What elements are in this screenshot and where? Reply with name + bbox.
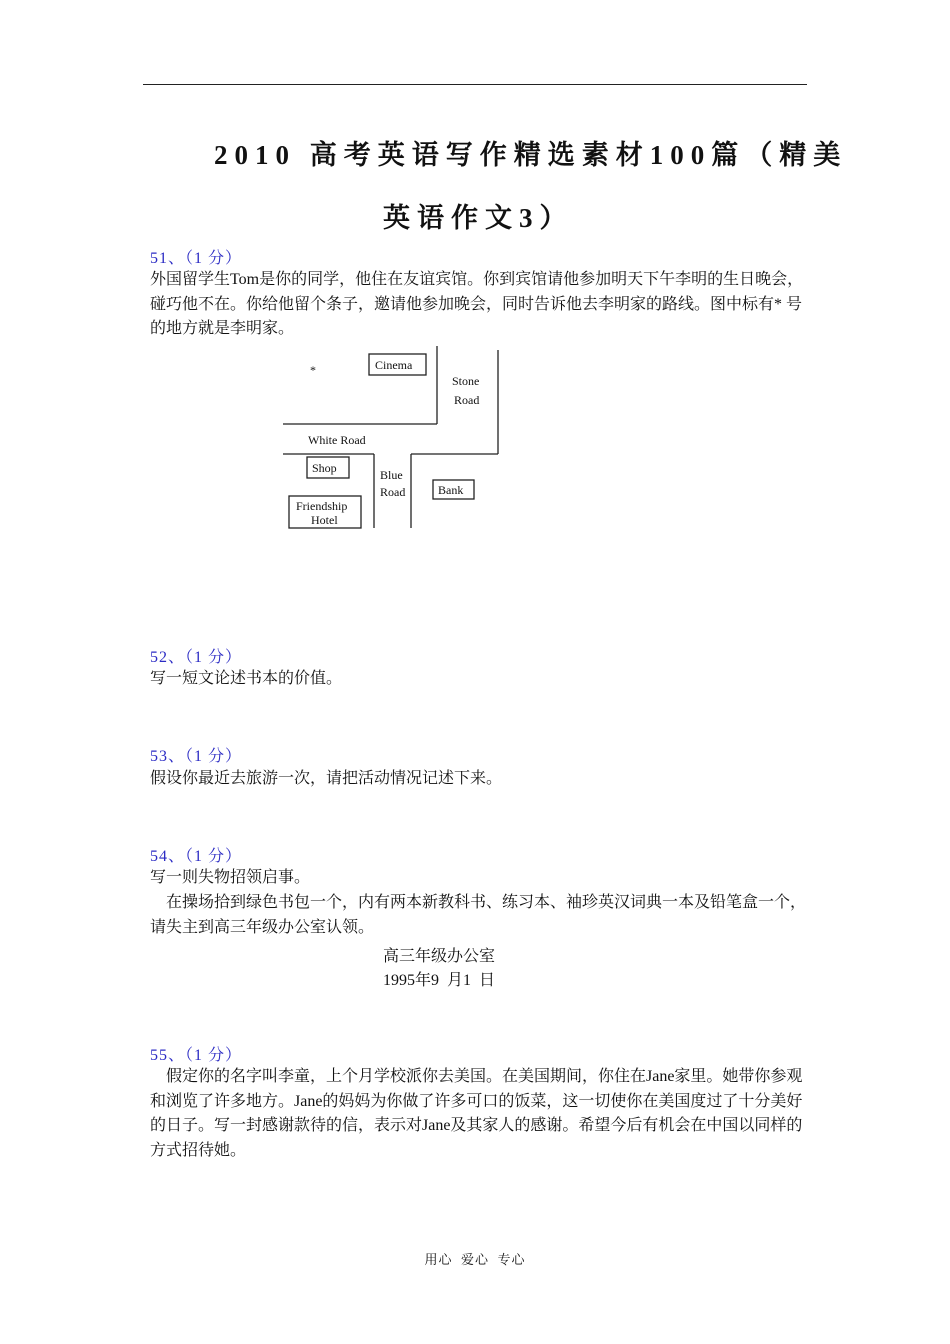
page-footer: 用心 爱心 专心 [424,1252,526,1267]
question-55-text: 假定你的名字叫李童，上个月学校派你去美国。在美国期间，你住在Jane家里。她带你参观和浏览了许多地方。Jane的妈妈为你做了许多可口的饭菜，这一切使你在美国度过了十分美好的日子。写一封感谢款待的信，表示对Jane及其家人的感谢。希望今后有机会在中国以同样的方式招待她。 [150,1068,803,1159]
question-54-date: 1995年9 月1 日 [383,972,496,989]
cinema-label: Cinema [375,358,413,372]
blue-road-label-2: Road [380,485,406,499]
hotel-label-2: Hotel [311,513,338,527]
question-54-signature: 高三年级办公室 [383,948,496,965]
stone-road-label-1: Stone [452,374,480,388]
question-52-text: 写一短文论述书本的价值。 [150,670,343,687]
home-star-marker: * [310,363,316,377]
hotel-label-1: Friendship [296,499,348,513]
header-rule [143,84,807,85]
page-title-line-1: 2010 高考英语写作精选素材100篇（精美 [214,140,848,170]
stone-road-label-2: Road [454,393,480,407]
question-54-number: 54、（1 分） [150,848,243,865]
route-map [280,346,520,536]
shop-label: Shop [312,461,337,475]
question-53-number: 53、（1 分） [150,748,243,765]
question-51-text: 外国留学生Tom是你的同学，他住在友谊宾馆。你到宾馆请他参加明天下午李明的生日晚会，碰巧他不在。你给他留个条子，邀请他参加晚会，同时告诉他去李明家的路线。图中标有* 号的地方就是李明家。 [150,271,804,337]
question-54-detail: 在操场拾到绿色书包一个，内有两本新教科书、练习本、袖珍英汉词典一本及铅笔盒一个，请失主到高三年级办公室认领。 [150,894,807,936]
white-road-label: White Road [308,433,366,447]
page-title-line-2: 英语作文3） [383,203,574,233]
blue-road-label-1: Blue [380,468,403,482]
question-55-number: 55、（1 分） [150,1047,243,1064]
question-52-number: 52、（1 分） [150,649,243,666]
question-54-text: 写一则失物招领启事。 [150,869,311,886]
bank-label: Bank [438,483,464,497]
question-51-number: 51、（1 分） [150,250,243,267]
question-53-text: 假设你最近去旅游一次，请把活动情况记述下来。 [150,770,503,787]
